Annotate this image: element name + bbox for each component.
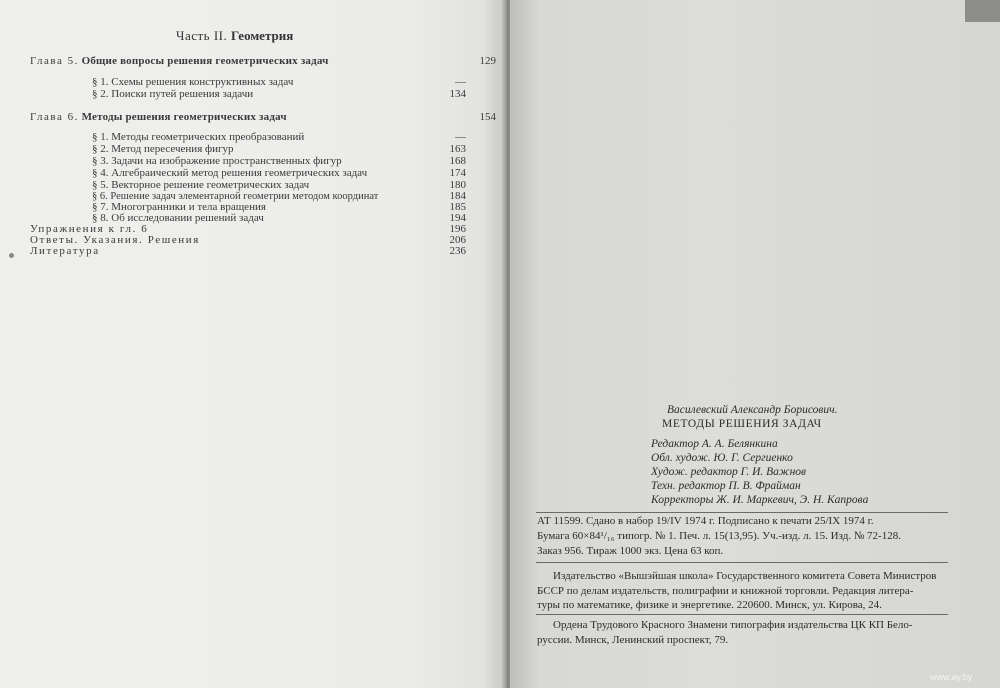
toc-chapter-5 — [30, 55, 496, 67]
printer-info-end: руссии. Минск, Ленинский проспект, 79. — [537, 634, 729, 646]
page-corner — [965, 0, 1000, 22]
page-number: 184 — [449, 190, 466, 202]
toc-entry — [92, 143, 466, 155]
chapter-label: Глава 6. — [30, 111, 79, 123]
chapter-title: Методы решения геометрических задач — [81, 111, 287, 123]
toc-chapter-6 — [30, 111, 496, 123]
part-title-name: Геометрия — [231, 28, 294, 43]
entry-text: § 3. Задачи на изображение пространственных фигур — [92, 155, 342, 167]
entry-text: Ответы. Указания. Решения — [30, 234, 200, 246]
publisher-info: Издательство «Вышэйшая школа» Государственного комитета Совета Министров БССР по делам издательств, полиграфии и книжной торговли. Редакция литера- — [537, 570, 937, 597]
page-number: — — [455, 76, 466, 88]
chapter-title: Общие вопросы решения геометрических задач — [81, 55, 329, 67]
credit-line: Техн. редактор П. В. Фрайман — [651, 480, 801, 492]
entry-text: § 6. Решение задач элементарной геометрии методом координат — [92, 191, 379, 202]
divider — [536, 512, 948, 513]
print-spec-line: Бумага 60×84¹/₁₆ типогр. № 1. Печ. л. 15(13,95). Уч.-изд. л. 15. Изд. № 72-128. — [537, 530, 901, 542]
page-number: 206 — [449, 234, 466, 246]
publisher-info-end: туры по математике, физике и энергетике. 220600. Минск, ул. Кирова, 24. — [537, 599, 882, 611]
page-number: 180 — [449, 179, 466, 191]
entry-text: Литература — [30, 245, 100, 257]
toc-entry — [92, 155, 466, 167]
page-number: 185 — [449, 201, 466, 213]
toc-entry — [92, 88, 466, 100]
toc-entry — [92, 131, 466, 143]
entry-text: § 7. Многогранники и тела вращения — [92, 201, 266, 213]
entry-text: § 2. Поиски путей решения задачи — [92, 88, 254, 100]
entry-text: § 2. Метод пересечения фигур — [92, 143, 234, 155]
credit-line: Обл. худож. Ю. Г. Сергиенко — [651, 452, 793, 464]
credit-line: Корректоры Ж. И. Маркевич, Э. Н. Капрова — [651, 494, 869, 506]
divider — [536, 562, 948, 563]
divider — [536, 614, 948, 615]
page-number: 134 — [449, 88, 466, 100]
entry-text: Упражнения к гл. 6 — [30, 223, 149, 235]
entry-text: § 1. Методы геометрических преобразований — [92, 131, 305, 143]
page-number: 154 — [479, 111, 496, 123]
entry-text: § 5. Векторное решение геометрических задач — [92, 179, 310, 191]
entry-text: § 1. Схемы решения конструктивных задач — [92, 76, 294, 88]
toc-entry — [92, 76, 466, 88]
page-number: 196 — [449, 223, 466, 235]
author-name: Василевский Александр Борисович. — [667, 404, 838, 416]
part-title — [176, 28, 293, 44]
page-number: — — [455, 131, 466, 143]
chapter-label: Глава 5. — [30, 55, 79, 67]
paper-spot — [9, 253, 14, 258]
entry-text: § 8. Об исследовании решений задач — [92, 212, 264, 224]
entry-text: § 4. Алгебраический метод решения геометрических задач — [92, 167, 368, 179]
watermark: www.ay.by — [930, 672, 973, 682]
credit-line: Редактор А. А. Белянкина — [651, 438, 778, 450]
page-number: 168 — [449, 155, 466, 167]
page-number: 236 — [449, 245, 466, 257]
toc-entry-literature — [30, 245, 466, 257]
print-spec-line: Заказ 956. Тираж 1000 экз. Цена 63 коп. — [537, 545, 724, 557]
credit-line: Худож. редактор Г. И. Важнов — [651, 466, 807, 478]
page-number: 194 — [449, 212, 466, 224]
book-title: МЕТОДЫ РЕШЕНИЯ ЗАДАЧ — [662, 418, 822, 430]
printer-info: Ордена Трудового Красного Знамени типография издательства ЦК КП Бело- — [553, 619, 913, 631]
print-spec-line: АТ 11599. Сдано в набор 19/IV 1974 г. Подписано к печати 25/IX 1974 г. — [537, 515, 874, 527]
toc-entry — [92, 167, 466, 179]
page-number: 174 — [449, 167, 466, 179]
page-number: 129 — [479, 55, 496, 67]
part-title-prefix: Часть II. — [176, 28, 228, 43]
page-number: 163 — [449, 143, 466, 155]
